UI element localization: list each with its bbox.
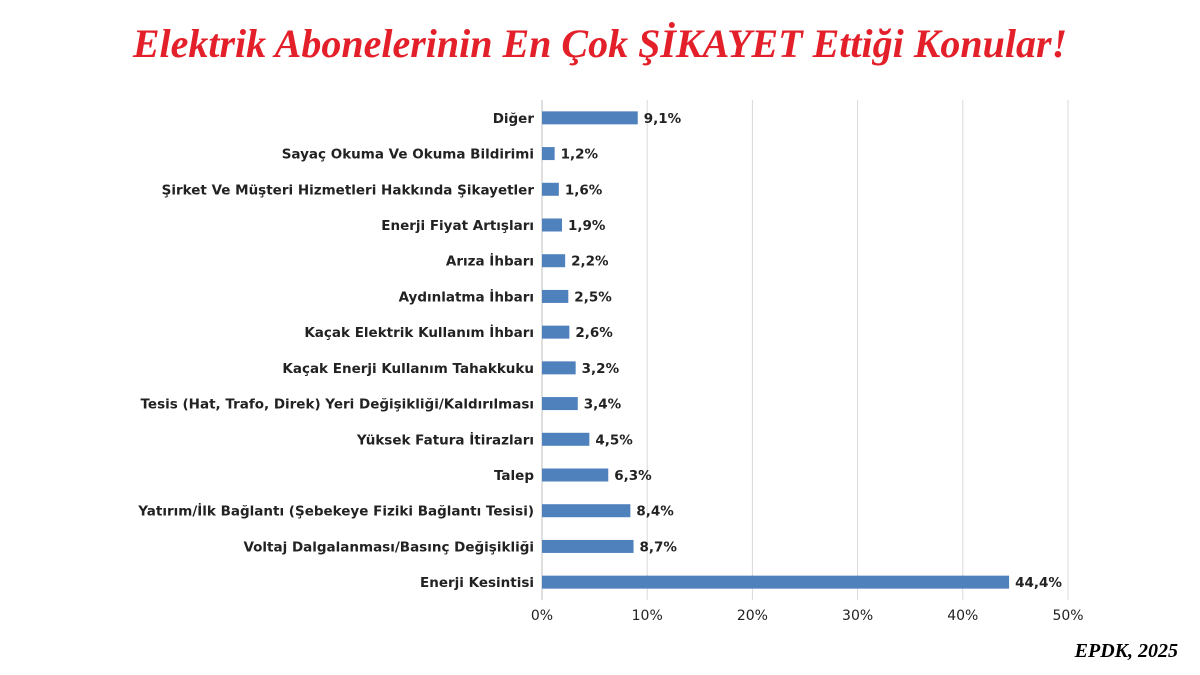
category-label: Yüksek Fatura İtirazları xyxy=(356,432,534,449)
data-label: 1,6% xyxy=(564,182,603,199)
data-label: 6,3% xyxy=(614,468,652,484)
data-label: 1,9% xyxy=(567,218,606,234)
bar xyxy=(542,219,562,232)
x-tick-label: 0% xyxy=(530,608,554,624)
data-label: 3,2% xyxy=(581,360,620,377)
bar xyxy=(542,183,559,196)
data-label: 44,4% xyxy=(1015,575,1062,592)
category-label: Aydınlatma İhbarı xyxy=(398,289,534,306)
data-label: 2,2% xyxy=(571,253,609,270)
x-tick-label: 10% xyxy=(631,608,663,624)
value-labels xyxy=(561,111,1063,591)
bar xyxy=(542,326,569,339)
bar xyxy=(542,111,638,124)
category-label: Yatırım/İlk Bağlantı (Şebekeye Fiziki Bağlantı Tesisi) xyxy=(138,503,534,520)
source-label: EPDK, 2025 xyxy=(1074,640,1178,662)
data-label: 9,1% xyxy=(643,110,682,127)
bar xyxy=(542,254,565,267)
bar xyxy=(542,504,630,517)
data-label: 2,5% xyxy=(574,289,612,306)
x-tick-label: 30% xyxy=(842,608,874,624)
data-label: 8,7% xyxy=(639,539,677,556)
bar xyxy=(542,433,589,446)
category-label: Arıza İhbarı xyxy=(445,253,534,270)
category-label: Enerji Kesintisi xyxy=(420,575,534,592)
category-label: Şirket Ve Müşteri Hizmetleri Hakkında Şikayetler xyxy=(161,182,534,199)
gridlines xyxy=(542,100,1068,600)
bar xyxy=(542,469,608,482)
category-label: Kaçak Elektrik Kullanım İhbarı xyxy=(304,325,534,342)
category-label: Diğer xyxy=(492,110,534,127)
data-label: 3,4% xyxy=(583,396,622,413)
x-tick-label: 50% xyxy=(1052,608,1084,624)
category-label: Voltaj Dalgalanması/Basınç Değişikliği xyxy=(243,539,534,556)
category-label: Enerji Fiyat Artışları xyxy=(381,218,534,234)
x-tick-labels xyxy=(531,608,1084,624)
bar xyxy=(542,361,576,374)
x-tick-label: 40% xyxy=(947,608,979,624)
data-label: 2,6% xyxy=(575,325,613,342)
category-labels xyxy=(137,111,534,591)
bar xyxy=(542,397,578,410)
x-tick-label: 20% xyxy=(736,608,768,624)
category-label: Tesis (Hat, Trafo, Direk) Yeri Değişikliği/Kaldırılması xyxy=(140,396,534,413)
bar xyxy=(542,540,634,553)
data-label: 1,2% xyxy=(560,146,599,163)
bars xyxy=(542,111,1009,588)
bar xyxy=(542,290,568,303)
bar xyxy=(542,147,555,160)
chart-title: Elektrik Abonelerinin En Çok ŞİKAYET Ettiği Konular! xyxy=(132,21,1068,66)
category-label: Sayaç Okuma Ve Okuma Bildirimi xyxy=(281,146,534,163)
data-label: 4,5% xyxy=(595,432,633,449)
bar xyxy=(542,576,1009,589)
data-label: 8,4% xyxy=(636,503,674,520)
category-label: Kaçak Enerji Kullanım Tahakkuku xyxy=(282,360,534,377)
category-label: Talep xyxy=(493,468,534,484)
